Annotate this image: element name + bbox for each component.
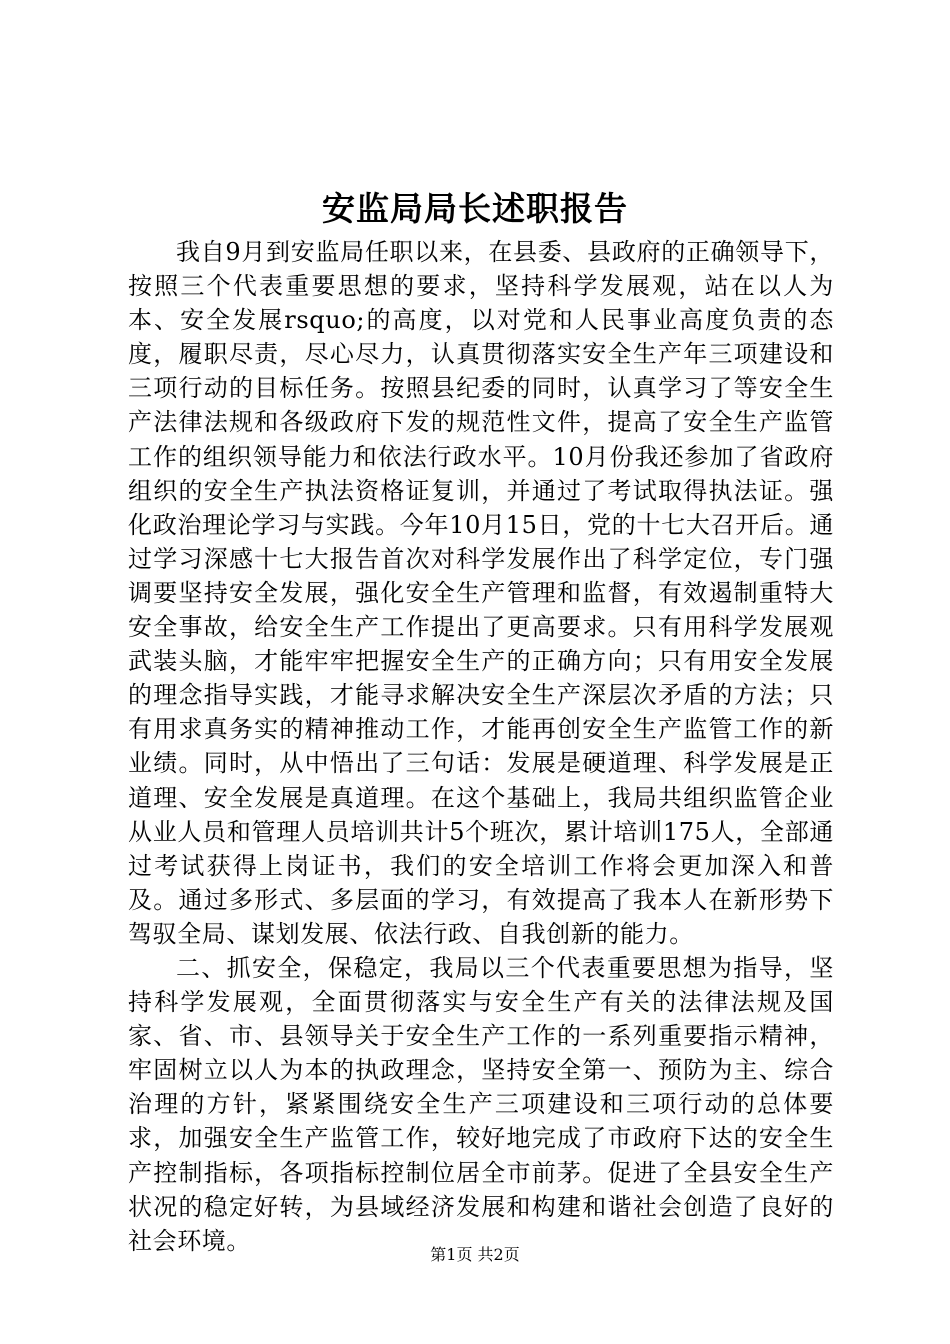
page-footer: 第1页 共2页 <box>430 1245 520 1264</box>
paragraph-1: 我自9月到安监局任职以来，在县委、县政府的正确领导下，按照三个代表重要思想的要求，坚持科学发展观，站在以人为本、安全发展rsquo;的高度，以对党和人民事业高度负责的态度，履职尽责，尽心尽力，认真贯彻落实安全生产年三项建设和三项行动的目标任务。按照县纪委的同时，认真学习了等安全生产法律法规和各级政府下发的规范性文件，提高了安全生产监管工作的组织领导能力和依法行政水平。10月份我还参加了省政府组织的安全生产执法资格证复训，并通过了考试取得执法证。强化政治理论学习与实践。今年10月15日，党的十七大召开后。通过学习深感十七大报告首次对科学发展作出了科学定位，专门强调要坚持安全发展，强化安全生产管理和监督，有效遏制重特大安全事故，给安全生产工作提出了更高要求。只有用科学发展观武装头脑，才能牢牢把握安全生产的正确方向；只有用安全发展的理念指导实践，才能寻求解决安全生产深层次矛盾的方法；只有用求真务实的精神推动工作，才能再创安全生产监管工作的新业绩。同时，从中悟出了三句话：发展是硬道理、科学发展是正道理、安全发展是真道理。在这个基础上，我局共组织监管企业从业人员和管理人员培训共计5个班次，累计培训175人，全部通过考试获得上岗证书，我们的安全培训工作将会更加深入和普及。通过多形式、多层面的学习，有效提高了我本人在新形势下驾驭全局、谋划发展、依法行政、自我创新的能力。 <box>128 238 834 948</box>
paragraph-2: 二、抓安全，保稳定，我局以三个代表重要思想为指导，坚持科学发展观，全面贯彻落实与安全生产有关的法律法规及国家、省、市、县领导关于安全生产工作的一系列重要指示精神，牢固树立以人为本的执政理念，坚持安全第一、预防为主、综合治理的方针，紧紧围绕安全生产三项建设和三项行动的总体要求，加强安全生产监管工作，较好地完成了市政府下达的安全生产控制指标，各项指标控制位居全市前茅。促进了全县安全生产状况的稳定好转，为县域经济发展和构建和谐社会创造了良好的社会环境。 <box>128 953 834 1255</box>
document-body <box>128 235 834 1258</box>
document-title: 安监局局长述职报告 <box>322 189 628 228</box>
